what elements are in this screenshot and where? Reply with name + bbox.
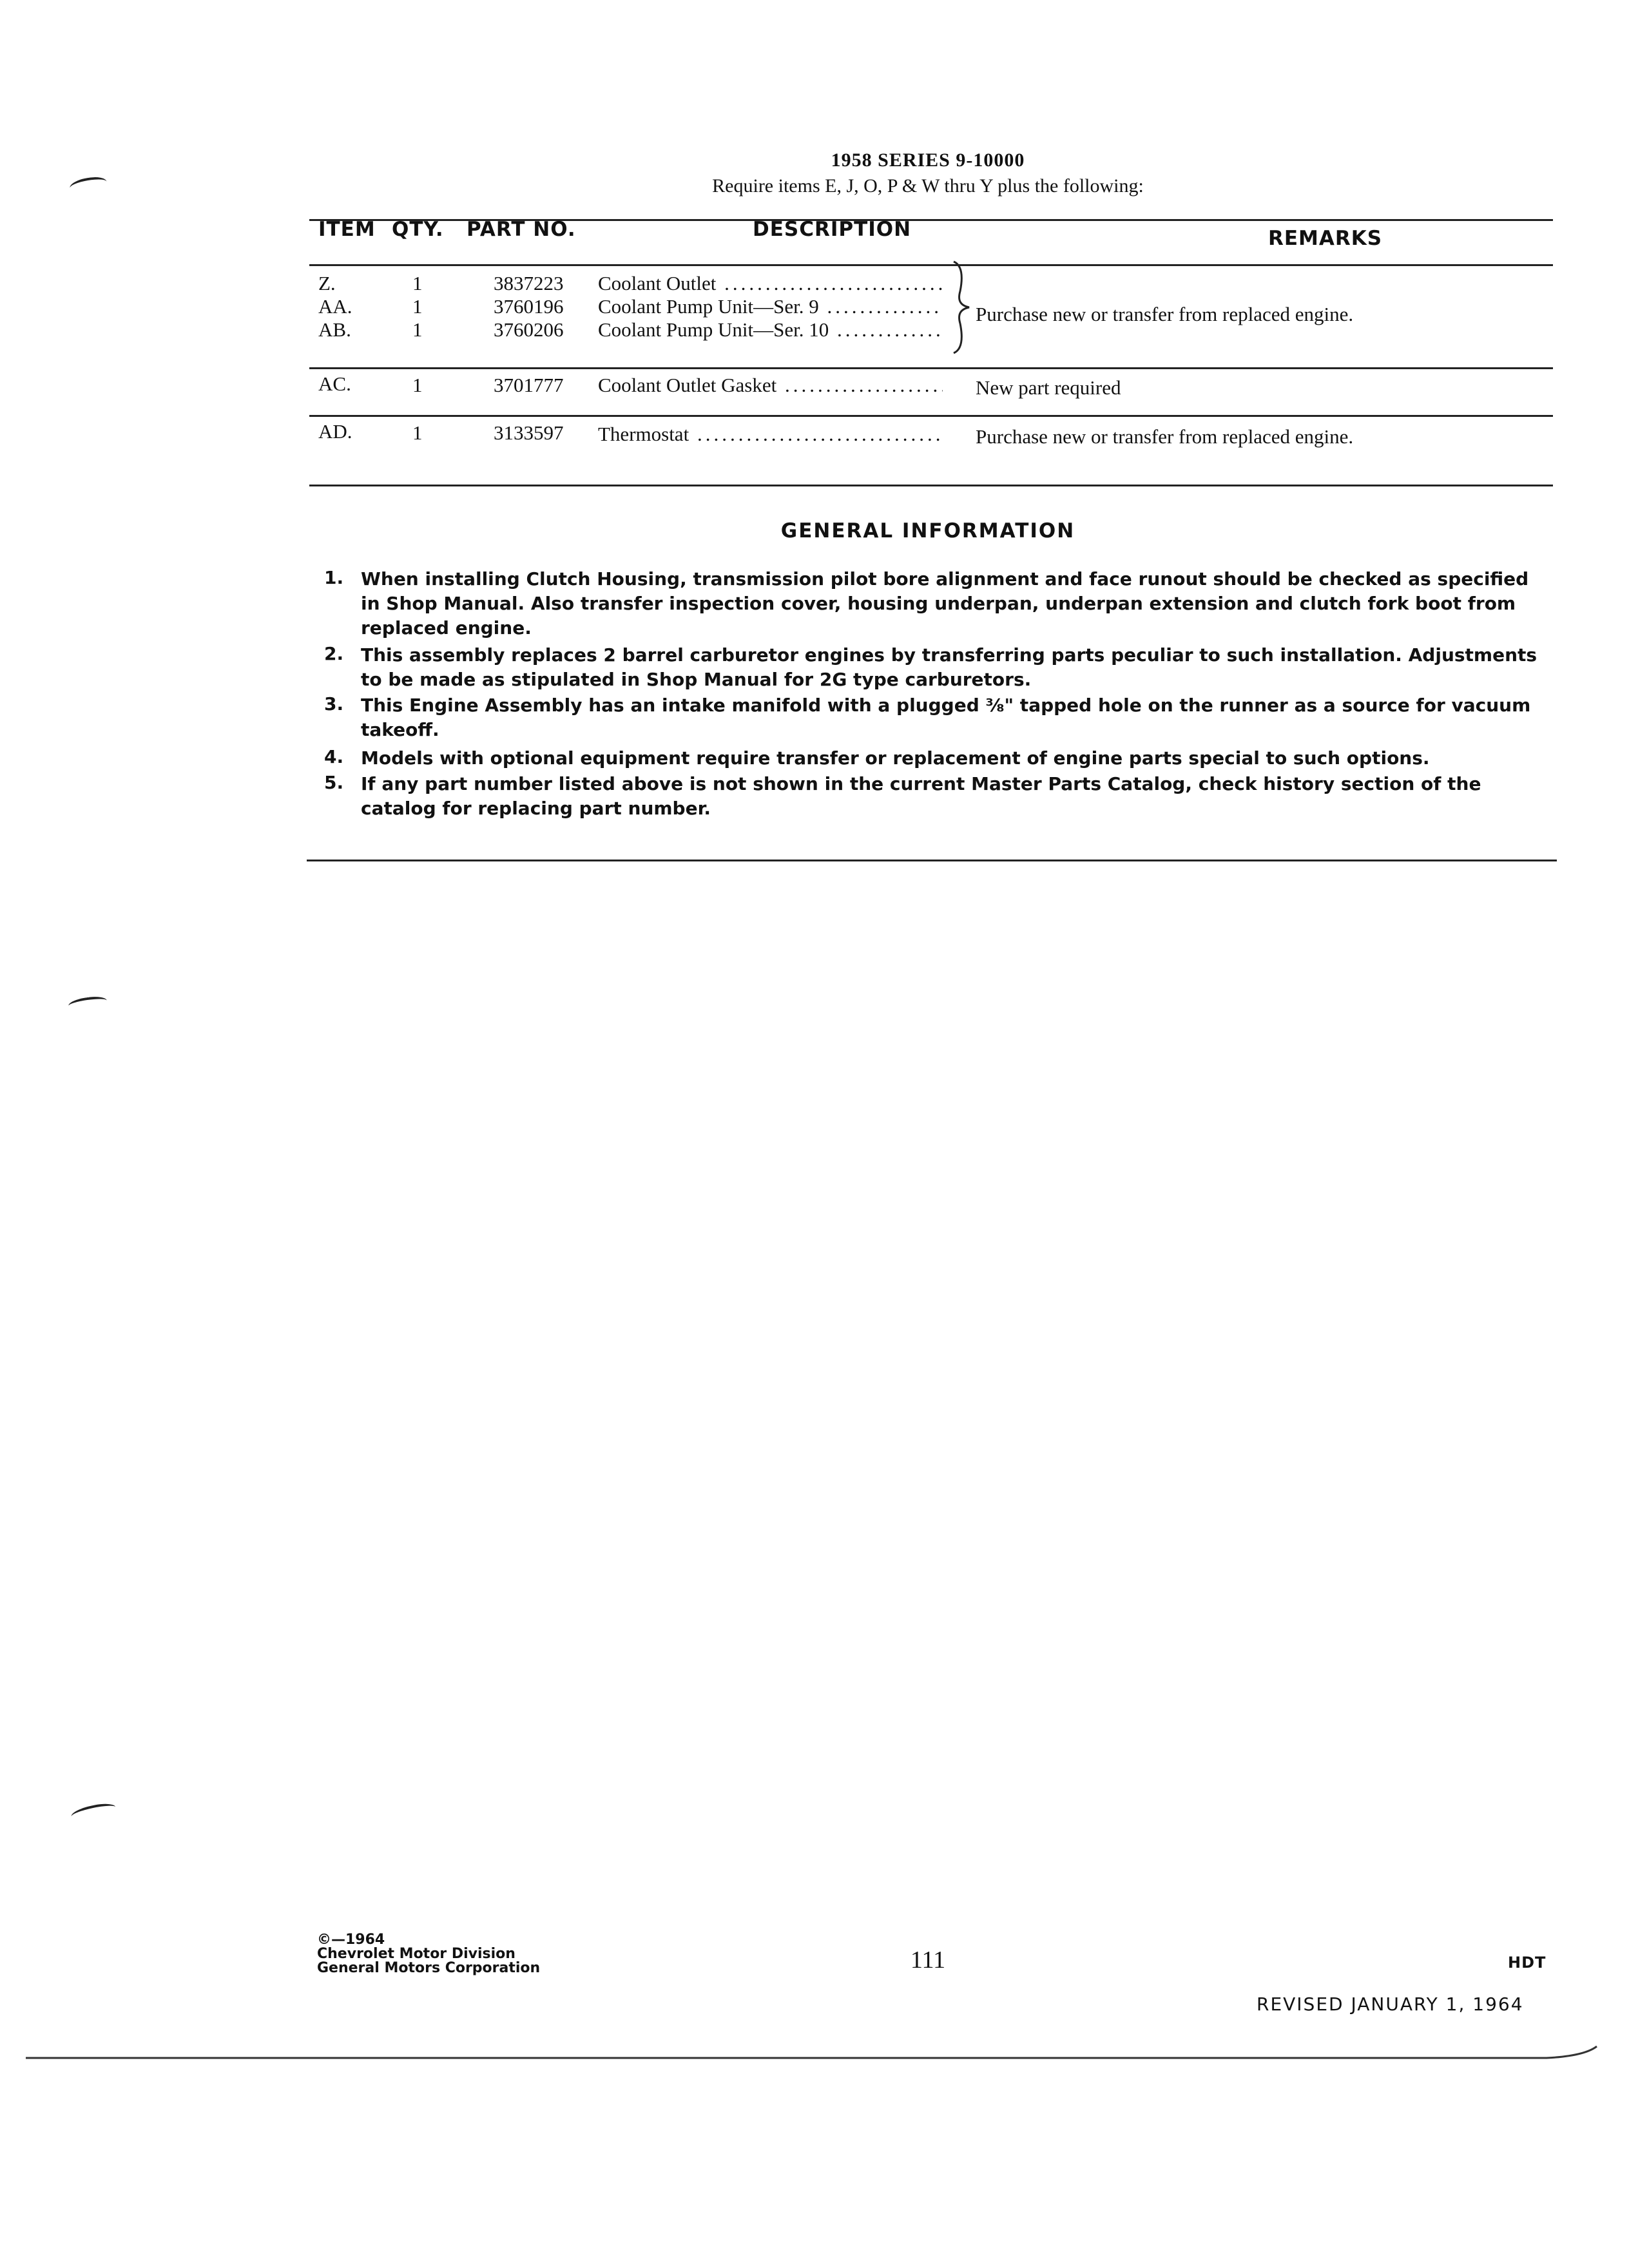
item-cell: AC. [318, 372, 351, 395]
footer-rule [26, 2036, 1598, 2062]
column-header-qty: QTY. [392, 218, 444, 241]
item-cell: AD. [318, 420, 352, 443]
section-bottom-rule [307, 860, 1557, 861]
remarks-cell: Purchase new or transfer from replaced engine. [976, 303, 1354, 325]
footer-code: HDT [1508, 1954, 1547, 1972]
item-cell: AB. [318, 318, 351, 341]
description-cell: Coolant Outlet ..... [598, 272, 943, 295]
note-number: 2. [324, 643, 344, 664]
note-number: 5. [324, 772, 344, 793]
part-number-cell: 3760206 [494, 318, 564, 341]
note-number: 3. [324, 693, 344, 715]
general-information-title: GENERAL INFORMATION [780, 519, 1075, 543]
description-cell: Coolant Outlet Gasket ..... [598, 374, 943, 397]
footer-division: Chevrolet Motor Division [317, 1946, 516, 1962]
qty-cell: 1 [412, 272, 423, 294]
revised-date: REVISED JANUARY 1, 1964 [1257, 1994, 1524, 2015]
description-cell: Coolant Pump Unit—Ser. 10 ..... [598, 318, 943, 341]
remarks-cell: New part required [976, 376, 1121, 399]
footer-copyright: ©—1964 [317, 1932, 385, 1948]
part-number-cell: 3133597 [494, 421, 564, 444]
column-header-description: DESCRIPTION [753, 218, 912, 241]
qty-cell: 1 [412, 374, 423, 396]
note-text: Models with optional equipment require transfer or replacement of engine parts special to such options. [361, 747, 1430, 769]
note-text: This Engine Assembly has an intake manifold with a plugged ⅜" tapped hole on the runner as a source for vacuum takeoff. [361, 695, 1531, 740]
row-divider [309, 367, 1553, 369]
column-header-item: ITEM [318, 218, 376, 241]
note-number: 4. [324, 746, 344, 767]
column-header-remarks: REMARKS [1268, 227, 1383, 250]
scan-mark-middle [68, 995, 108, 1012]
qty-cell: 1 [412, 318, 423, 341]
scan-mark-bottom [70, 1801, 117, 1823]
grouping-brace-icon [949, 259, 974, 356]
note-text: This assembly replaces 2 barrel carburetor engines by transferring parts peculiar to such installation. Adjustments to be made as stipulated in Shop Manual for 2G type carburetors. [361, 644, 1537, 690]
part-number-cell: 3837223 [494, 272, 564, 294]
table-header-rule [309, 264, 1553, 266]
note-number: 1. [324, 567, 344, 588]
page-subtitle: Require items E, J, O, P & W thru Y plus the following: [712, 175, 1144, 197]
table-bottom-rule [309, 485, 1553, 486]
item-cell: Z. [318, 272, 336, 294]
description-cell: Coolant Pump Unit—Ser. 9 ..... [598, 295, 943, 318]
note-text: When installing Clutch Housing, transmission pilot bore alignment and face runout should be checked as specified in Shop Manual. Also transfer inspection cover, housing underpan, underpan extension and clutch fork boot from replaced engine. [361, 568, 1529, 639]
page-number: 111 [910, 1946, 946, 1974]
qty-cell: 1 [412, 295, 423, 318]
column-header-part-no: PART NO. [467, 218, 576, 241]
note-text: If any part number listed above is not shown in the current Master Parts Catalog, check history section of the catalog for replacing part number. [361, 773, 1481, 819]
page-title: 1958 SERIES 9-10000 [831, 149, 1025, 171]
footer-corporation: General Motors Corporation [317, 1960, 541, 1976]
remarks-cell: Purchase new or transfer from replaced engine. [976, 425, 1354, 448]
description-cell: Thermostat ..... [598, 423, 943, 446]
row-divider [309, 415, 1553, 417]
part-number-cell: 3760196 [494, 295, 564, 318]
part-number-cell: 3701777 [494, 374, 564, 396]
item-cell: AA. [318, 295, 352, 318]
qty-cell: 1 [412, 421, 423, 444]
